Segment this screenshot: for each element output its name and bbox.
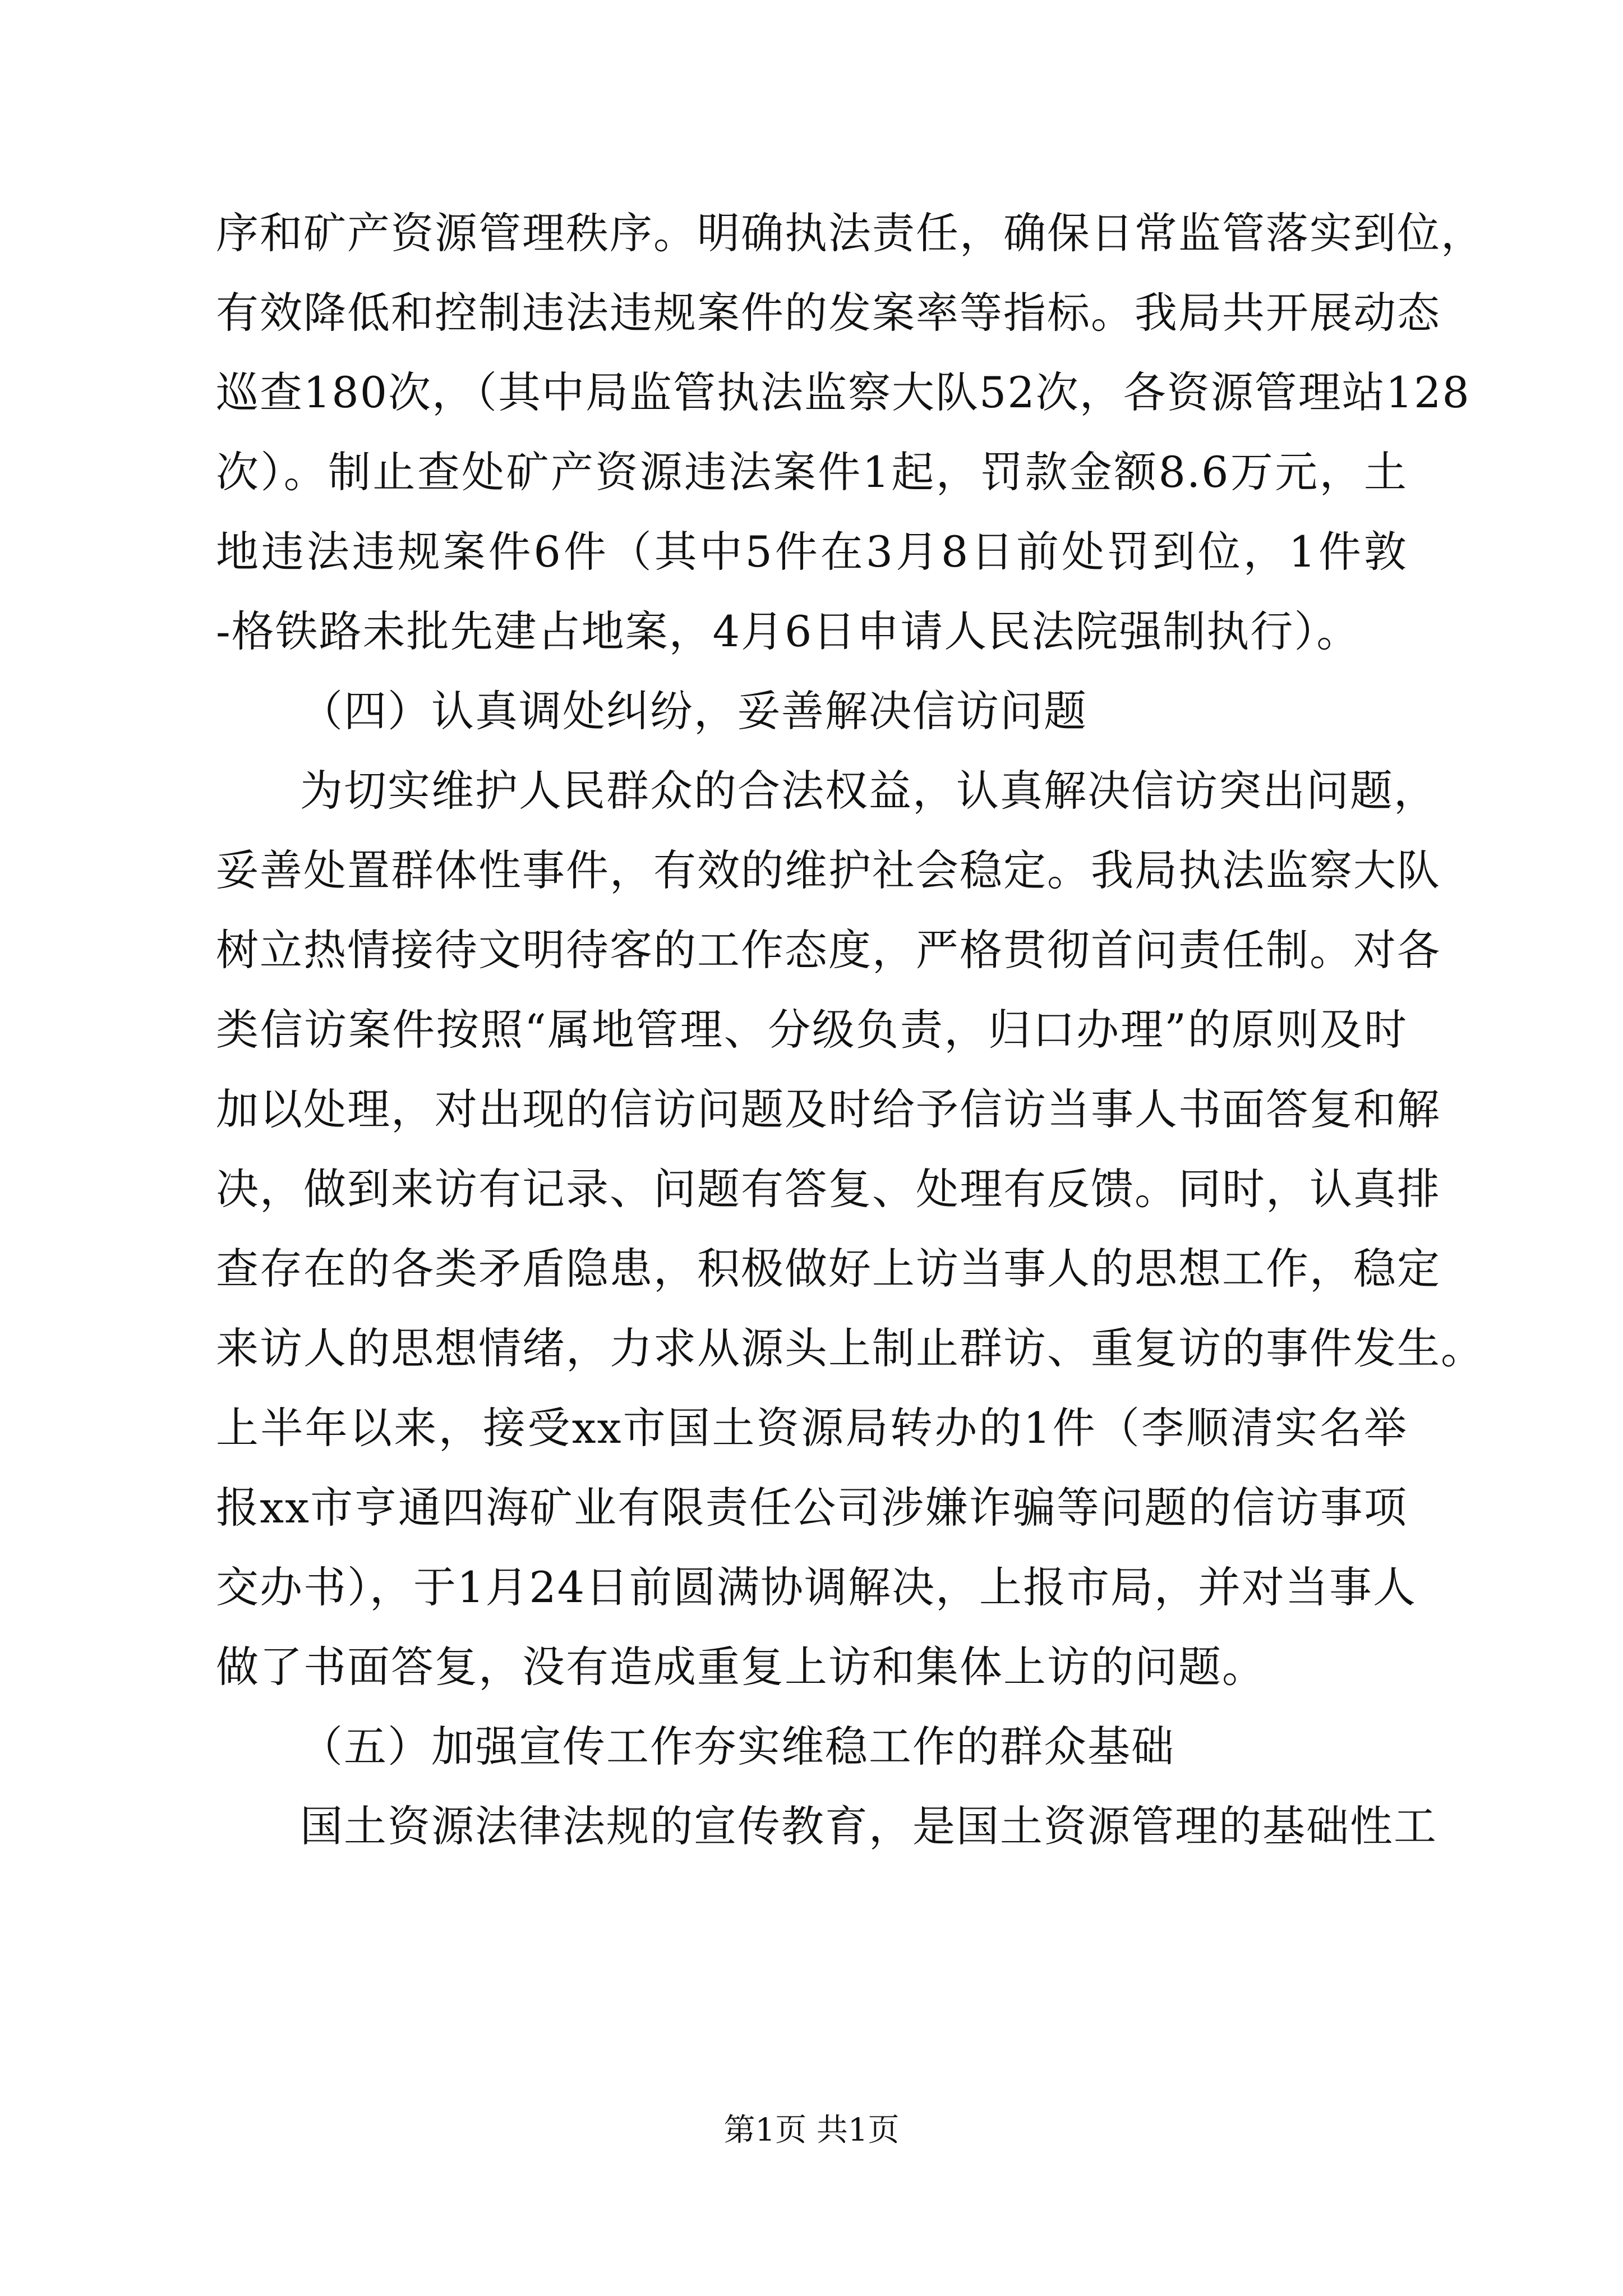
paragraph-first-line: 国土资源法律法规的宣传教育，是国土资源管理的基础性工 bbox=[300, 1801, 1437, 1851]
text-line: 来访人的思想情绪，力求从源头上制止群访、重复访的事件发生。 bbox=[216, 1323, 1484, 1373]
text-line: 决，做到来访有记录、问题有答复、处理有反馈。同时，认真排 bbox=[216, 1164, 1441, 1214]
text-line: 报xx市亨通四海矿业有限责任公司涉嫌诈骗等问题的信访事项 bbox=[216, 1483, 1408, 1533]
text-line: 树立热情接待文明待客的工作态度，严格贯彻首问责任制。对各 bbox=[216, 925, 1441, 975]
paragraph-first-line: 为切实维护人民群众的合法权益，认真解决信访突出问题， bbox=[300, 766, 1437, 816]
text-line: 做了书面答复，没有造成重复上访和集体上访的问题。 bbox=[216, 1642, 1266, 1692]
text-line: -格铁路未批先建占地案，4月6日申请人民法院强制执行）。 bbox=[216, 606, 1361, 656]
page-footer: 第1页 共1页 bbox=[723, 2112, 900, 2148]
text-line: 加以处理，对出现的信访问题及时给予信访当事人书面答复和解 bbox=[216, 1084, 1441, 1134]
text-line: 地违法违规案件6件（其中5件在3月8日前处罚到位，1件敦 bbox=[216, 527, 1408, 577]
document-body bbox=[216, 194, 1484, 1866]
text-line: 次）。制止查处矿产资源违法案件1起，罚款金额8.6万元，土 bbox=[216, 447, 1408, 497]
text-line: 类信访案件按照“属地管理、分级负责，归口办理”的原则及时 bbox=[216, 1005, 1408, 1055]
text-line: 交办书），于1月24日前圆满协调解决，上报市局，并对当事人 bbox=[216, 1562, 1417, 1612]
text-line: 上半年以来，接受xx市国土资源局转办的1件（李顺清实名举 bbox=[216, 1403, 1408, 1453]
text-line: 查存在的各类矛盾隐患，积极做好上访当事人的思想工作，稳定 bbox=[216, 1244, 1441, 1294]
text-line: 序和矿产资源管理秩序。明确执法责任，确保日常监管落实到位， bbox=[216, 208, 1484, 258]
section-heading: （四）认真调处纠纷，妥善解决信访问题 bbox=[300, 686, 1087, 736]
text-line: 妥善处置群体性事件，有效的维护社会稳定。我局执法监察大队 bbox=[216, 845, 1441, 895]
text-line: 有效降低和控制违法违规案件的发案率等指标。我局共开展动态 bbox=[216, 288, 1441, 338]
text-line: 巡查180次，（其中局监管执法监察大队52次，各资源管理站128 bbox=[216, 367, 1470, 417]
section-heading: （五）加强宣传工作夯实维稳工作的群众基础 bbox=[300, 1722, 1175, 1772]
